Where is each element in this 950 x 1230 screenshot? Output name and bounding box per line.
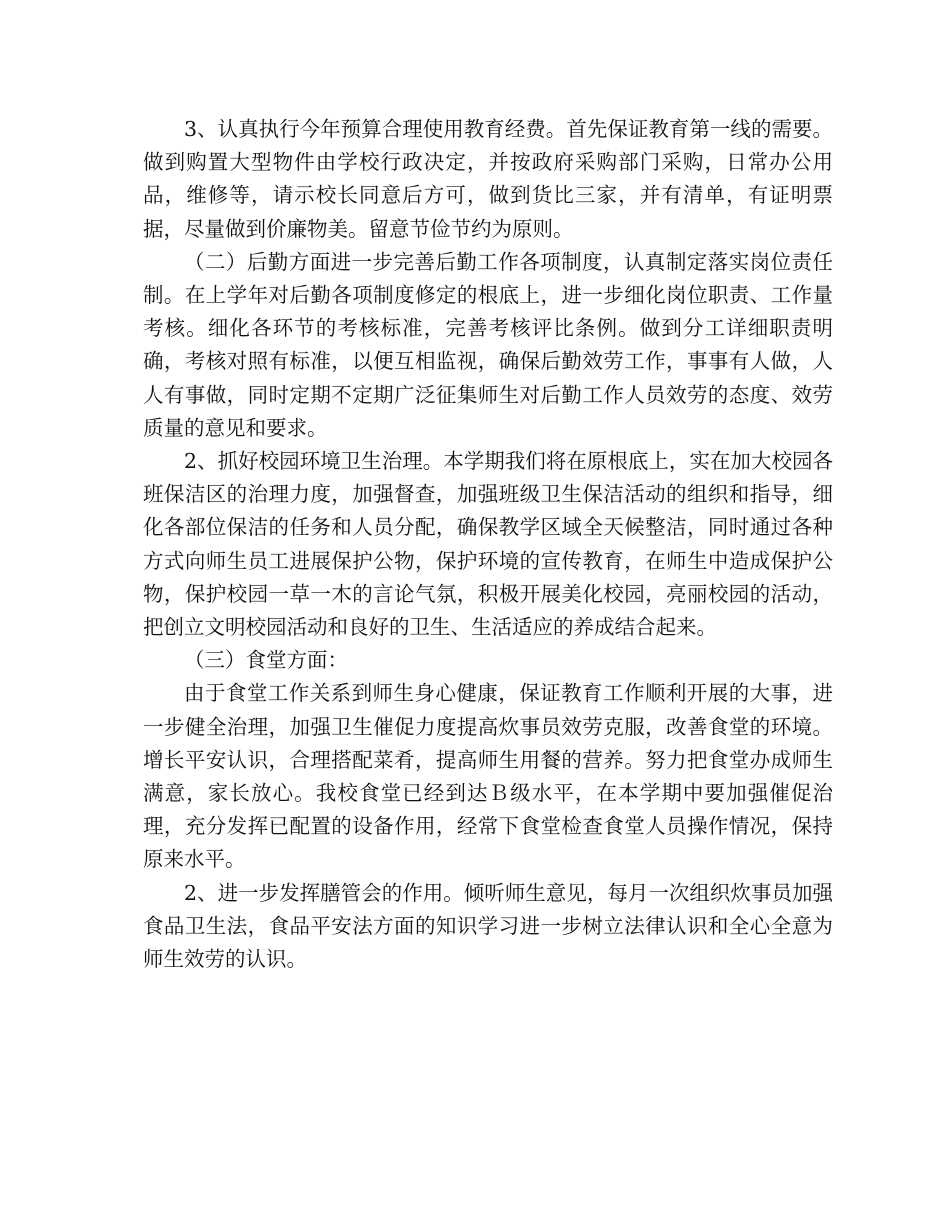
paragraph-logistics: （二）后勤方面进一步完善后勤工作各项制度，认真制定落实岗位责任制。在上学年对后勤各项制度修定的根底上，进一步细化岗位职责、工作量考核。细化各环节的考核标准，完善考核评比条例。做到分工详细职责明确，考核对照有标准，以便互相监视，确保后勤效劳工作，事事有人做，人人有事做，同时定期不定期广泛征集师生对后勤工作人员效劳的态度、效劳质量的意见和要求。 bbox=[143, 249, 833, 440]
paragraph-meal-committee: 2、进一步发挥膳管会的作用。倾听师生意见，每月一次组织炊事员加强食品卫生法，食品平安法方面的知识学习进一步树立法律认识和全心全意为师生效劳的认识。 bbox=[143, 880, 833, 972]
section-heading-canteen: （三）食堂方面： bbox=[184, 648, 348, 673]
paragraph-canteen: 由于食堂工作关系到师生身心健康，保证教育工作顺利开展的大事，进一步健全治理，加强卫生催促力度提高炊事员效劳克服，改善食堂的环境。增长平安认识，合理搭配菜肴，提高师生用餐的营养。努力把食堂办成师生满意，家长放心。我校食堂已经到达Ｂ级水平，在本学期中要加强催促治理，充分发挥已配置的设备作用，经常下食堂检查食堂人员操作情况，保持原来水平。 bbox=[143, 681, 833, 872]
paragraph-campus-hygiene: 2、抓好校园环境卫生治理。本学期我们将在原根底上，实在加大校园各班保洁区的治理力度，加强督查，加强班级卫生保洁活动的组织和指导，细化各部位保洁的任务和人员分配，确保教学区域全天候整洁，同时通过各种方式向师生员工进展保护公物，保护环境的宣传教育，在师生中造成保护公物，保护校园一草一木的言论气氛，积极开展美化校园，亮丽校园的活动，把创立文明校园活动和良好的卫生、生活适应的养成结合起来。 bbox=[143, 449, 833, 640]
paragraph-budget: 3、认真执行今年预算合理使用教育经费。首先保证教育第一线的需要。做到购置大型物件由学校行政决定，并按政府采购部门采购，日常办公用品，维修等，请示校长同意后方可，做到货比三家，并有清单，有证明票据，尽量做到价廉物美。留意节俭节约为原则。 bbox=[143, 117, 833, 241]
document-body bbox=[143, 113, 833, 976]
